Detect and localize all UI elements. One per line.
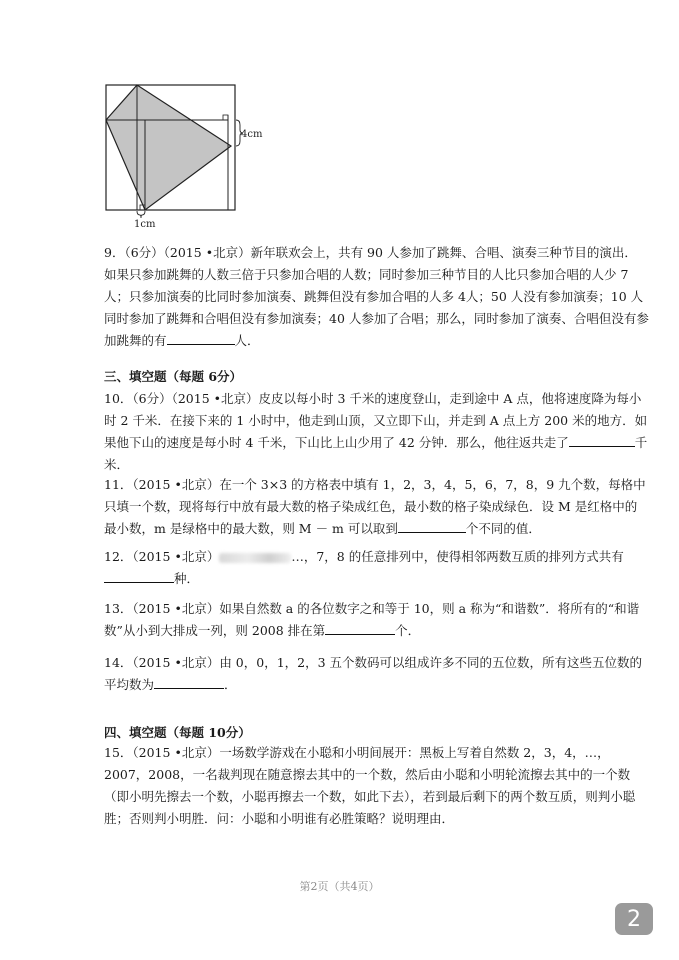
question-10-body: 皮皮以每小时 3 千米的速度登山，走到途中 A 点，他将速度降为每小时 2 千米．在接下来的 1 小时中，他走到山顶，又立即下山，并走到 A 点上方 200 米的地方．如果他下山的速度是每小时 4 千米，下山比上山少用了 42 分钟．那么，他往返共走了 [104,391,648,450]
answer-blank-13[interactable] [325,620,395,635]
question-9-body: 新年联欢会上，共有 90 人参加了跳舞、合唱、演奏三种节目的演出．如果只参加跳舞的人数三倍于只参加合唱的人数；同时参加三种节目的人比只参加合唱的人少 7人；只参加演奏的比同时参加演奏、跳舞但没有参加合唱的人多 4人；50 人没有参加演奏；10 人同时参加了跳舞和合唱但没有参加演奏；40 人参加了合唱；那么，同时参加了演奏、合唱但没有参加跳舞的有 [104,245,649,348]
question-13-body: 如果自然数 a 的各位数字之和等于 10，则 a 称为“和谐数”．将所有的“和谐数”从小到大排成一列，则 2008 排在第 [104,601,640,638]
question-15 [104,742,649,830]
answer-blank-10[interactable] [569,432,635,447]
question-12-prefix: 12．（2015 •北京） [104,549,220,564]
blurred-region [219,553,291,563]
geometry-figure [100,80,275,230]
question-14 [104,652,649,696]
right-angle-mark [223,115,228,120]
question-12 [104,546,649,590]
question-10-suffix: 千米． [104,435,648,472]
question-15-prefix: 15．（2015 •北京） [104,745,220,760]
shaded-quadrilateral [106,85,231,210]
page-number-badge: 2 [615,903,653,935]
answer-blank-9[interactable] [167,330,235,345]
question-12-suffix: 种． [174,571,200,586]
section-4-title: 四、填空题（每题 10分） [104,725,251,740]
label-4cm: 4cm [241,129,263,140]
section-3-title: 三、填空题（每题 6分） [104,369,243,384]
question-15-body: 一场数学游戏在小聪和小明间展开：黑板上写着自然数 2，3，4，…，2007，2008，一名裁判现在随意擦去其中的一个数，然后由小聪和小明轮流擦去其中的一个数（即小明先擦去一个数，小聪再擦去一个数，如此下去），若到最后剩下的两个数互质，则判小聪胜；否则判小明胜．问：小聪和小明谁有必胜策略？说明理由． [104,745,636,826]
question-11-body: 在一个 3×3 的方格表中填有 1，2，3，4，5，6，7，8，9 九个数，每格中只填一个数，现将每行中放有最大数的格子染成红色，最小数的格子染成绿色．设 M 是红格中的最小数，m 是绿格中的最大数，则 M － m 可以取到 [104,477,646,536]
question-14-prefix: 14．（2015 •北京） [104,655,220,670]
question-9-prefix: 9．（6分）（2015 •北京） [104,245,251,260]
question-13-prefix: 13．（2015 •北京） [104,601,220,616]
brace-1cm [137,211,145,218]
question-13 [104,598,649,642]
answer-blank-14[interactable] [154,674,224,689]
question-10-prefix: 10．（6分）（2015 •北京） [104,391,259,406]
question-14-body: 由 0，0，1，2，3 五个数码可以组成许多不同的五位数，所有这些五位数的平均数为 [104,655,643,692]
question-11-prefix: 11．（2015 •北京） [104,477,220,492]
question-11-suffix: 个不同的值． [465,521,541,536]
question-12-body: …，7，8 的任意排列中，使得相邻两数互质的排列方式共有 [291,549,624,564]
question-9-suffix: 人． [234,333,260,348]
answer-blank-12[interactable] [104,568,174,583]
answer-blank-11[interactable] [398,518,466,533]
question-14-suffix: ． [224,677,237,692]
label-1cm: 1cm [134,219,156,230]
question-11 [104,474,649,540]
question-10 [104,388,649,476]
page-footer: 第2页（共4页） [299,880,380,893]
question-13-suffix: 个． [395,623,421,638]
question-9 [104,242,649,352]
